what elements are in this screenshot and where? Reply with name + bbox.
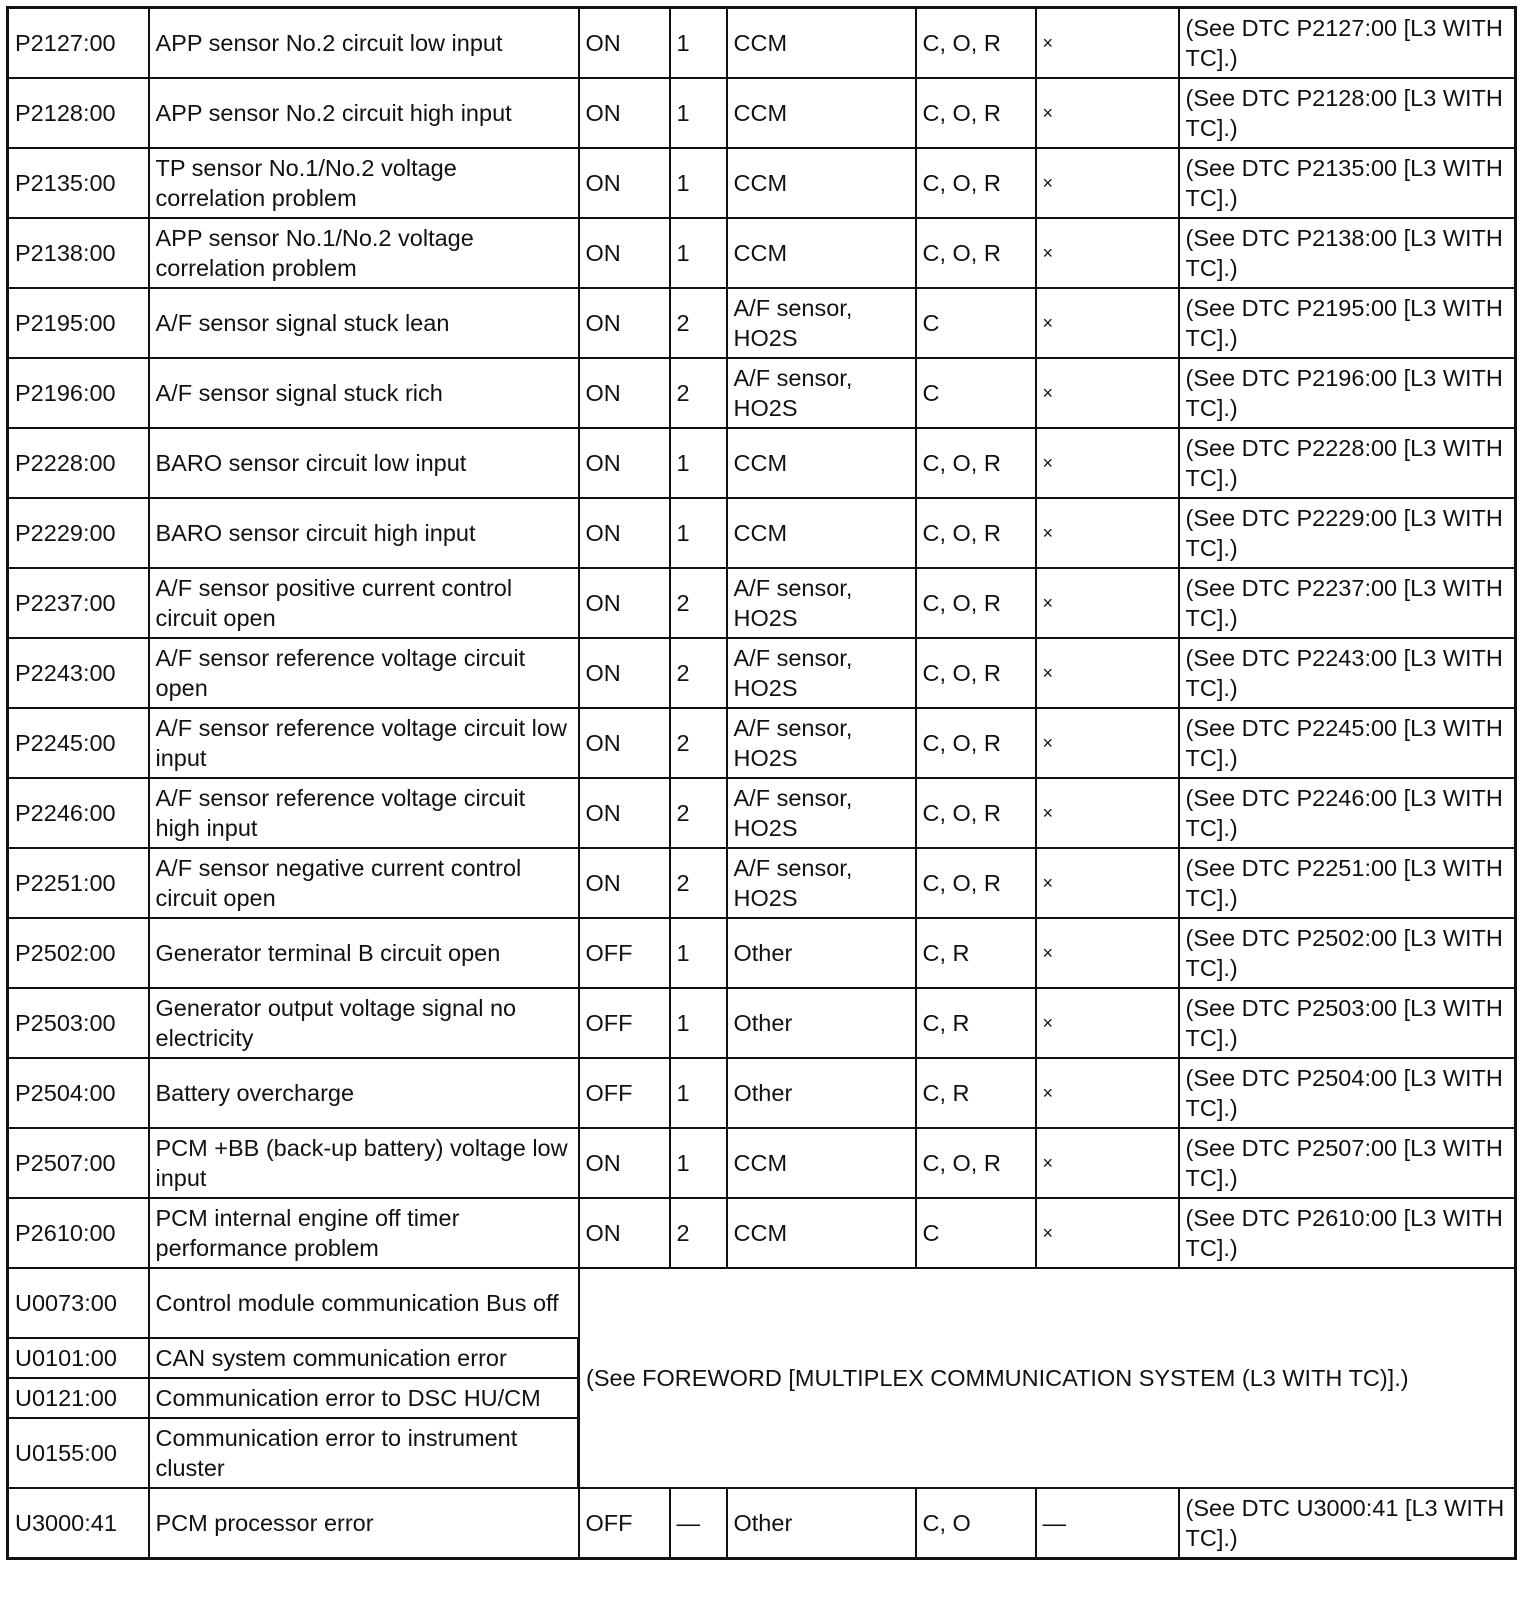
dtc-memory: C, O, R: [916, 778, 1036, 848]
dtc-row: [8, 218, 1516, 288]
dtc-code: P2245:00: [8, 708, 149, 778]
monitor-item: Other: [727, 988, 916, 1058]
drive-cycle: 2: [670, 848, 727, 918]
mil-status: ON: [579, 708, 670, 778]
dtc-row: [8, 988, 1516, 1058]
dtc-condition: PCM internal engine off timer performance problem: [149, 1198, 579, 1268]
dtc-condition: A/F sensor positive current control circuit open: [149, 568, 579, 638]
dtc-code: P2237:00: [8, 568, 149, 638]
drive-cycle: 1: [670, 918, 727, 988]
dtc-code: U0073:00: [8, 1268, 149, 1338]
monitor-item: A/F sensor, HO2S: [727, 358, 916, 428]
monitor-item: CCM: [727, 218, 916, 288]
dtc-condition: TP sensor No.1/No.2 voltage correlation problem: [149, 148, 579, 218]
dtc-code: P2195:00: [8, 288, 149, 358]
mil-status: ON: [579, 358, 670, 428]
dtc-code: P2504:00: [8, 1058, 149, 1128]
dtc-memory: C: [916, 288, 1036, 358]
dtc-row: [8, 498, 1516, 568]
self-test-mark: ×: [1036, 428, 1179, 498]
dtc-memory: C, O, R: [916, 708, 1036, 778]
self-test-mark: ×: [1036, 1128, 1179, 1198]
monitor-item: Other: [727, 918, 916, 988]
drive-cycle: 2: [670, 288, 727, 358]
dtc-memory: C, O, R: [916, 848, 1036, 918]
dtc-row: [8, 708, 1516, 778]
mil-status: OFF: [579, 1058, 670, 1128]
dtc-reference: (See DTC P2229:00 [L3 WITH TC].): [1179, 498, 1516, 568]
dtc-row: [8, 288, 1516, 358]
monitor-item: Other: [727, 1488, 916, 1559]
dtc-table-page: [6, 6, 1517, 1560]
dtc-row: [8, 78, 1516, 148]
dtc-condition: CAN system communication error: [149, 1338, 579, 1378]
self-test-mark: ×: [1036, 1058, 1179, 1128]
dtc-memory: C, O, R: [916, 8, 1036, 79]
dtc-reference: (See DTC P2196:00 [L3 WITH TC].): [1179, 358, 1516, 428]
dtc-condition: A/F sensor signal stuck lean: [149, 288, 579, 358]
dtc-code: P2503:00: [8, 988, 149, 1058]
mil-status: ON: [579, 638, 670, 708]
dtc-condition: PCM processor error: [149, 1488, 579, 1559]
mil-status: ON: [579, 1128, 670, 1198]
dtc-row: [8, 148, 1516, 218]
dtc-row: [8, 638, 1516, 708]
dtc-reference: (See DTC P2237:00 [L3 WITH TC].): [1179, 568, 1516, 638]
drive-cycle: 2: [670, 778, 727, 848]
dtc-row: [8, 358, 1516, 428]
monitor-item: A/F sensor, HO2S: [727, 848, 916, 918]
drive-cycle: 1: [670, 1128, 727, 1198]
dtc-condition: APP sensor No.1/No.2 voltage correlation problem: [149, 218, 579, 288]
drive-cycle: 2: [670, 358, 727, 428]
dtc-code: P2228:00: [8, 428, 149, 498]
self-test-mark: —: [1036, 1488, 1179, 1559]
mil-status: ON: [579, 148, 670, 218]
dtc-row: [8, 848, 1516, 918]
dtc-code: P2229:00: [8, 498, 149, 568]
self-test-mark: ×: [1036, 1198, 1179, 1268]
self-test-mark: ×: [1036, 708, 1179, 778]
self-test-mark: ×: [1036, 638, 1179, 708]
dtc-code: U0121:00: [8, 1378, 149, 1418]
drive-cycle: 2: [670, 568, 727, 638]
dtc-condition: BARO sensor circuit high input: [149, 498, 579, 568]
dtc-memory: C, O, R: [916, 428, 1036, 498]
dtc-code: P2243:00: [8, 638, 149, 708]
dtc-code: U0101:00: [8, 1338, 149, 1378]
dtc-row: [8, 568, 1516, 638]
multiplex-reference: (See FOREWORD [MULTIPLEX COMMUNICATION SYSTEM (L3 WITH TC)].): [579, 1268, 1516, 1488]
dtc-code: P2138:00: [8, 218, 149, 288]
dtc-condition: A/F sensor negative current control circuit open: [149, 848, 579, 918]
dtc-condition: A/F sensor signal stuck rich: [149, 358, 579, 428]
mil-status: ON: [579, 428, 670, 498]
mil-status: OFF: [579, 988, 670, 1058]
dtc-memory: C, O: [916, 1488, 1036, 1559]
drive-cycle: 2: [670, 1198, 727, 1268]
dtc-memory: C, R: [916, 918, 1036, 988]
dtc-table: [6, 6, 1517, 1560]
dtc-condition: Communication error to instrument cluster: [149, 1418, 579, 1488]
mil-status: OFF: [579, 918, 670, 988]
dtc-memory: C, O, R: [916, 568, 1036, 638]
self-test-mark: ×: [1036, 848, 1179, 918]
mil-status: OFF: [579, 1488, 670, 1559]
monitor-item: CCM: [727, 148, 916, 218]
drive-cycle: 1: [670, 498, 727, 568]
dtc-condition: PCM +BB (back-up battery) voltage low input: [149, 1128, 579, 1198]
drive-cycle: 2: [670, 708, 727, 778]
dtc-reference: (See DTC P2502:00 [L3 WITH TC].): [1179, 918, 1516, 988]
dtc-memory: C: [916, 358, 1036, 428]
drive-cycle: 2: [670, 638, 727, 708]
dtc-memory: C, O, R: [916, 78, 1036, 148]
dtc-condition: Control module communication Bus off: [149, 1268, 579, 1338]
self-test-mark: ×: [1036, 8, 1179, 79]
self-test-mark: ×: [1036, 78, 1179, 148]
self-test-mark: ×: [1036, 358, 1179, 428]
monitor-item: CCM: [727, 8, 916, 79]
dtc-code: P2507:00: [8, 1128, 149, 1198]
dtc-code: P2128:00: [8, 78, 149, 148]
self-test-mark: ×: [1036, 498, 1179, 568]
self-test-mark: ×: [1036, 988, 1179, 1058]
dtc-reference: (See DTC P2138:00 [L3 WITH TC].): [1179, 218, 1516, 288]
dtc-code: P2610:00: [8, 1198, 149, 1268]
dtc-row: [8, 1198, 1516, 1268]
monitor-item: CCM: [727, 1198, 916, 1268]
drive-cycle: 1: [670, 428, 727, 498]
dtc-reference: (See DTC P2135:00 [L3 WITH TC].): [1179, 148, 1516, 218]
dtc-condition: Generator terminal B circuit open: [149, 918, 579, 988]
self-test-mark: ×: [1036, 918, 1179, 988]
dtc-reference: (See DTC P2251:00 [L3 WITH TC].): [1179, 848, 1516, 918]
mil-status: ON: [579, 78, 670, 148]
dtc-reference: (See DTC P2504:00 [L3 WITH TC].): [1179, 1058, 1516, 1128]
dtc-memory: C, O, R: [916, 1128, 1036, 1198]
dtc-memory: C, O, R: [916, 148, 1036, 218]
mil-status: ON: [579, 498, 670, 568]
monitor-item: A/F sensor, HO2S: [727, 708, 916, 778]
dtc-code: U3000:41: [8, 1488, 149, 1559]
dtc-reference: (See DTC U3000:41 [L3 WITH TC].): [1179, 1488, 1516, 1559]
drive-cycle: 1: [670, 148, 727, 218]
mil-status: ON: [579, 8, 670, 79]
drive-cycle: 1: [670, 218, 727, 288]
dtc-reference: (See DTC P2128:00 [L3 WITH TC].): [1179, 78, 1516, 148]
dtc-row: [8, 8, 1516, 79]
dtc-reference: (See DTC P2243:00 [L3 WITH TC].): [1179, 638, 1516, 708]
dtc-memory: C, R: [916, 1058, 1036, 1128]
mil-status: ON: [579, 778, 670, 848]
drive-cycle: 1: [670, 78, 727, 148]
dtc-row: [8, 1128, 1516, 1198]
dtc-row: [8, 1268, 1516, 1338]
drive-cycle: 1: [670, 1058, 727, 1128]
dtc-condition: A/F sensor reference voltage circuit low input: [149, 708, 579, 778]
monitor-item: Other: [727, 1058, 916, 1128]
dtc-memory: C, O, R: [916, 498, 1036, 568]
monitor-item: A/F sensor, HO2S: [727, 288, 916, 358]
dtc-code: P2196:00: [8, 358, 149, 428]
dtc-condition: APP sensor No.2 circuit high input: [149, 78, 579, 148]
dtc-row: [8, 1488, 1516, 1559]
self-test-mark: ×: [1036, 148, 1179, 218]
monitor-item: A/F sensor, HO2S: [727, 638, 916, 708]
drive-cycle: 1: [670, 8, 727, 79]
dtc-code: P2502:00: [8, 918, 149, 988]
dtc-condition: Communication error to DSC HU/CM: [149, 1378, 579, 1418]
dtc-condition: APP sensor No.2 circuit low input: [149, 8, 579, 79]
dtc-row: [8, 428, 1516, 498]
dtc-reference: (See DTC P2246:00 [L3 WITH TC].): [1179, 778, 1516, 848]
dtc-row: [8, 778, 1516, 848]
dtc-reference: (See DTC P2228:00 [L3 WITH TC].): [1179, 428, 1516, 498]
mil-status: ON: [579, 848, 670, 918]
monitor-item: A/F sensor, HO2S: [727, 778, 916, 848]
dtc-reference: (See DTC P2127:00 [L3 WITH TC].): [1179, 8, 1516, 79]
mil-status: ON: [579, 568, 670, 638]
self-test-mark: ×: [1036, 778, 1179, 848]
dtc-memory: C, O, R: [916, 218, 1036, 288]
drive-cycle: 1: [670, 988, 727, 1058]
self-test-mark: ×: [1036, 568, 1179, 638]
dtc-condition: A/F sensor reference voltage circuit high input: [149, 778, 579, 848]
monitor-item: CCM: [727, 1128, 916, 1198]
dtc-condition: Battery overcharge: [149, 1058, 579, 1128]
dtc-condition: BARO sensor circuit low input: [149, 428, 579, 498]
dtc-condition: A/F sensor reference voltage circuit open: [149, 638, 579, 708]
mil-status: ON: [579, 288, 670, 358]
dtc-reference: (See DTC P2503:00 [L3 WITH TC].): [1179, 988, 1516, 1058]
monitor-item: A/F sensor, HO2S: [727, 568, 916, 638]
dtc-row: [8, 918, 1516, 988]
dtc-reference: (See DTC P2195:00 [L3 WITH TC].): [1179, 288, 1516, 358]
dtc-code: P2135:00: [8, 148, 149, 218]
dtc-memory: C: [916, 1198, 1036, 1268]
drive-cycle: —: [670, 1488, 727, 1559]
dtc-code: P2127:00: [8, 8, 149, 79]
dtc-memory: C, R: [916, 988, 1036, 1058]
dtc-code: P2246:00: [8, 778, 149, 848]
self-test-mark: ×: [1036, 288, 1179, 358]
monitor-item: CCM: [727, 78, 916, 148]
dtc-condition: Generator output voltage signal no electricity: [149, 988, 579, 1058]
dtc-code: U0155:00: [8, 1418, 149, 1488]
dtc-code: P2251:00: [8, 848, 149, 918]
dtc-memory: C, O, R: [916, 638, 1036, 708]
mil-status: ON: [579, 218, 670, 288]
monitor-item: CCM: [727, 428, 916, 498]
monitor-item: CCM: [727, 498, 916, 568]
self-test-mark: ×: [1036, 218, 1179, 288]
dtc-row: [8, 1058, 1516, 1128]
dtc-reference: (See DTC P2245:00 [L3 WITH TC].): [1179, 708, 1516, 778]
dtc-reference: (See DTC P2507:00 [L3 WITH TC].): [1179, 1128, 1516, 1198]
mil-status: ON: [579, 1198, 670, 1268]
dtc-reference: (See DTC P2610:00 [L3 WITH TC].): [1179, 1198, 1516, 1268]
